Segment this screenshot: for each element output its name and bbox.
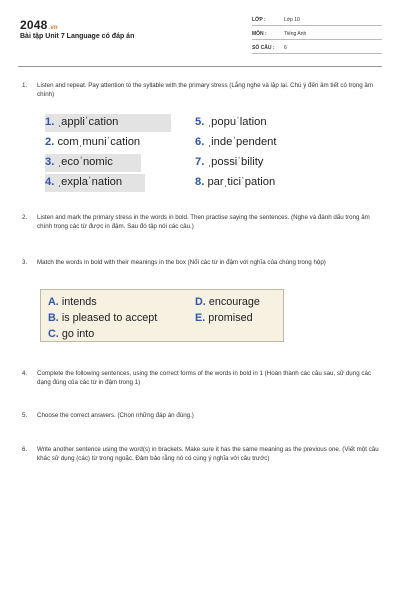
- word-number: 7.: [195, 156, 205, 168]
- stress-word: [195, 134, 277, 152]
- question-text: Listen and repeat. Pay attention to the syllable with the primary stress (Lắng nghe và lặp lại. Chú ý đến âm tiết có trọng âm chính): [37, 82, 374, 98]
- option-text: encourage: [208, 296, 260, 308]
- question-3: [22, 258, 382, 267]
- word-text: ˌindeˈpendent: [207, 136, 277, 148]
- word-number: 5.: [195, 116, 205, 128]
- question-text: Choose the correct answers. (Chọn những đáp án đúng.): [37, 412, 194, 419]
- option-letter: A.: [48, 296, 59, 308]
- question-number: 6.: [22, 446, 28, 453]
- stress-word: [195, 154, 263, 172]
- option-text: go into: [61, 328, 95, 340]
- word-number: 6.: [195, 136, 205, 148]
- option-letter: E.: [195, 312, 206, 324]
- meaning-option-c: [48, 327, 94, 341]
- question-text: Complete the following sentences, using the correct forms of the words in bold in 1 (Hoàn thành các câu sau, sử dụng các dạng đúng của các từ in đậm trong 1): [37, 370, 371, 386]
- meta-label: LỚP :: [252, 17, 266, 23]
- question-number: 2.: [22, 214, 28, 221]
- meaning-option-e: [195, 311, 253, 325]
- stress-word: [195, 114, 267, 132]
- word-number: 4.: [45, 176, 55, 188]
- option-letter: C.: [48, 328, 59, 340]
- question-5: [22, 411, 382, 420]
- meaning-option-b: [48, 311, 157, 325]
- meta-subject-row: [252, 28, 382, 40]
- meta-label: SỐ CÂU :: [252, 45, 275, 51]
- meta-value: Tiếng Anh: [284, 31, 307, 37]
- question-number: 5.: [22, 412, 28, 419]
- option-text: promised: [208, 312, 253, 324]
- word-number: 8.: [195, 176, 205, 188]
- word-text: ˌpossiˈbility: [207, 156, 264, 168]
- question-6: [22, 445, 382, 463]
- meaning-option-a: [48, 295, 97, 309]
- word-text: parˌticiˈpation: [207, 176, 276, 188]
- logo-main: 2048: [20, 18, 48, 32]
- meta-value: 6: [284, 45, 287, 51]
- stress-word: [45, 174, 145, 192]
- word-text: ˌappliˈcation: [57, 116, 119, 128]
- question-text: Match the words in bold with their meanings in the box (Nối các từ in đậm với nghĩa của chúng trong hộp): [37, 259, 326, 266]
- option-letter: D.: [195, 296, 206, 308]
- word-number: 1.: [45, 116, 55, 128]
- header-divider: [18, 66, 382, 67]
- question-number: 1.: [22, 82, 28, 89]
- site-logo[interactable]: [20, 18, 58, 32]
- question-2: [22, 213, 382, 231]
- page-header: [0, 0, 400, 66]
- meta-count-row: [252, 42, 382, 54]
- word-text: ˌpopuˈlation: [207, 116, 267, 128]
- meaning-box: [40, 289, 284, 342]
- question-number: 4.: [22, 370, 28, 377]
- stress-word-list: [45, 114, 365, 194]
- word-number: 3.: [45, 156, 55, 168]
- word-text: ˌecoˈnomic: [57, 156, 113, 168]
- question-text: Write another sentence using the word(s) in brackets. Make sure it has the same meaning as the previous one. (Viết một câu khác sử dụng (các) từ trong ngoặc. Đảm bảo rằng nó có cùng ý nghĩa với câu trước): [37, 446, 379, 462]
- meaning-option-d: [195, 295, 260, 309]
- meta-label: MÔN :: [252, 31, 267, 37]
- logo-suffix: .vn: [48, 25, 58, 31]
- word-text: comˌmuniˈcation: [57, 136, 141, 148]
- question-1: [22, 81, 382, 99]
- stress-word: [195, 174, 275, 192]
- question-number: 3.: [22, 259, 28, 266]
- question-text: Listen and mark the primary stress in the words in bold. Then practise saying the sentences. (Nghe và đánh dấu trọng âm chính trong các từ được in đậm. Sau đó tập nói các câu.): [37, 214, 370, 230]
- option-text: is pleased to accept: [61, 312, 158, 324]
- meta-value: Lớp 10: [284, 17, 300, 23]
- word-text: ˌexplaˈnation: [57, 176, 123, 188]
- word-number: 2.: [45, 136, 55, 148]
- stress-word: [45, 134, 140, 152]
- question-4: [22, 369, 382, 387]
- option-letter: B.: [48, 312, 59, 324]
- meta-class-row: [252, 14, 382, 26]
- option-text: intends: [61, 296, 97, 308]
- stress-word: [45, 114, 171, 132]
- document-title: Bài tập Unit 7 Language có đáp án: [20, 33, 135, 40]
- stress-word: [45, 154, 141, 172]
